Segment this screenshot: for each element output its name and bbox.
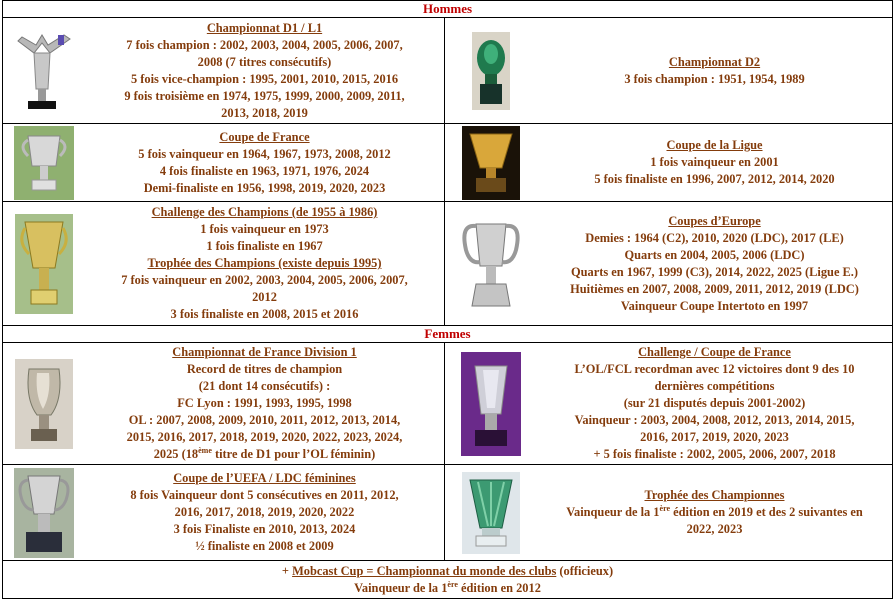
cdf-line: 5 fois vainqueur en 1964, 1967, 1973, 2008, 2012 <box>138 146 391 161</box>
trophee-championnes-line: Vainqueur de la 1ère édition en 2019 et des 2 suivantes en <box>566 503 863 519</box>
d2-trophy-image <box>445 32 537 110</box>
honours-table <box>2 0 893 599</box>
europe-line: Huitièmes en 2007, 2008, 2009, 2011, 2012, 2019 (LDC) <box>570 281 859 296</box>
challenge-line: 1 fois vainqueur en 1973 <box>200 222 329 236</box>
d1-trophy-image <box>3 31 85 111</box>
trophee-championnes-line: 2022, 2023 <box>686 522 743 536</box>
cdf-line: Demi-finaliste en 1956, 1998, 2019, 2020, 2023 <box>143 180 386 195</box>
mobcast-line: + Mobcast Cup = Championnat du monde des clubs (officieux) <box>281 563 614 578</box>
europe-trophy-image <box>445 214 537 314</box>
wcdf-line: dernières compétitions <box>654 379 775 393</box>
trophee-line: 3 fois finaliste en 2008, 2015 et 2016 <box>170 307 359 321</box>
wd1-line: Record de titres de champion <box>186 362 343 376</box>
section-women: Femmes <box>3 326 893 343</box>
d1-title: Championnat D1 / L1 <box>206 20 323 35</box>
europe-line: Vainqueur Coupe Intertoto en 1997 <box>620 298 809 313</box>
wcdf-title: Challenge / Coupe de France <box>638 345 791 359</box>
cdl-line: 5 fois finaliste en 1996, 2007, 2012, 2014, 2020 <box>594 172 835 186</box>
wd1-line: FC Lyon : 1991, 1993, 1995, 1998 <box>177 396 352 410</box>
uefa-line: ½ finaliste en 2008 et 2009 <box>195 539 334 553</box>
d1-line: 7 fois champion : 2002, 2003, 2004, 2005, 2006, 2007, <box>126 37 403 52</box>
uefa-line: 2016, 2017, 2018, 2019, 2020, 2022 <box>174 505 355 519</box>
wcdf-line: Vainqueur : 2003, 2004, 2008, 2012, 2013, 2014, 2015, <box>574 413 855 427</box>
wd1-line: 2015, 2016, 2017, 2018, 2019, 2020, 2022, 2023, 2024, <box>126 430 403 444</box>
wd1-title: Championnat de France Division 1 <box>172 345 357 359</box>
uefa-trophy-image <box>3 468 85 558</box>
trophee-championnes-image <box>445 472 537 554</box>
wcdf-trophy-image <box>445 352 537 456</box>
cdf-title: Coupe de France <box>219 129 310 144</box>
challenge-title: Challenge des Champions (de 1955 à 1986) <box>151 205 378 219</box>
d1-line: 2008 (7 titres consécutifs) <box>197 54 332 69</box>
cdf-line: 4 fois finaliste en 1963, 1971, 1976, 2024 <box>159 163 370 178</box>
cdl-line: 1 fois vainqueur en 2001 <box>650 155 779 169</box>
wcdf-line: (sur 21 disputés depuis 2001-2002) <box>623 396 806 410</box>
uefa-title: Coupe de l’UEFA / LDC féminines <box>173 471 356 485</box>
cdf-trophy-image <box>3 126 85 200</box>
wd1-last-line: 2025 (18ème titre de D1 pour l’OL féminin) <box>153 445 376 461</box>
europe-line: Quarts en 1967, 1999 (C3), 2014, 2022, 2025 (Ligue E.) <box>570 264 859 279</box>
d1-line: 9 fois troisième en 1974, 1975, 1999, 2000, 2009, 2011, <box>124 88 405 103</box>
uefa-line: 8 fois Vainqueur dont 5 consécutives en 2011, 2012, <box>130 488 399 502</box>
section-men: Hommes <box>3 1 893 18</box>
wcdf-line: + 5 fois finaliste : 2002, 2005, 2006, 2007, 2018 <box>593 447 836 461</box>
mobcast-title: Mobcast Cup = Championnat du monde des clubs <box>292 563 557 578</box>
d2-title: Championnat D2 <box>668 54 761 69</box>
cdl-trophy-image <box>445 126 537 200</box>
wcdf-line: L’OL/FCL recordman avec 12 victoires dont 9 des 10 <box>574 362 855 376</box>
d1-line: 5 fois vice-champion : 1995, 2001, 2010, 2015, 2016 <box>130 71 399 86</box>
trophee-champions-title: Trophée des Champions (existe depuis 1995) <box>147 256 382 270</box>
cdl-title: Coupe de la Ligue <box>666 138 763 152</box>
mobcast-line-2: Vainqueur de la 1ère édition en 2012 <box>354 579 541 595</box>
d1-line: 2013, 2018, 2019 <box>221 105 308 120</box>
wd1-line: (21 dont 14 consécutifs) : <box>198 379 331 393</box>
d2-line: 3 fois champion : 1951, 1954, 1989 <box>624 71 805 86</box>
europe-line: Quarts en 2004, 2005, 2006 (LDC) <box>624 247 805 262</box>
europe-title: Coupes d’Europe <box>668 213 761 228</box>
trophee-line: 7 fois vainqueur en 2002, 2003, 2004, 2005, 2006, 2007, <box>121 273 408 287</box>
challenge-line: 1 fois finaliste en 1967 <box>206 239 323 253</box>
uefa-line: 3 fois Finaliste en 2010, 2013, 2024 <box>173 522 356 536</box>
wcdf-line: 2016, 2017, 2019, 2020, 2023 <box>640 430 789 444</box>
challenge-trophy-image <box>3 214 85 314</box>
europe-line: Demies : 1964 (C2), 2010, 2020 (LDC), 2017 (LE) <box>585 230 844 245</box>
wd1-line: OL : 2007, 2008, 2009, 2010, 2011, 2012, 2013, 2014, <box>128 413 401 427</box>
trophee-championnes-title: Trophée des Championnes <box>644 488 785 502</box>
trophee-line: 2012 <box>252 290 277 304</box>
wd1-trophy-image <box>3 359 85 449</box>
